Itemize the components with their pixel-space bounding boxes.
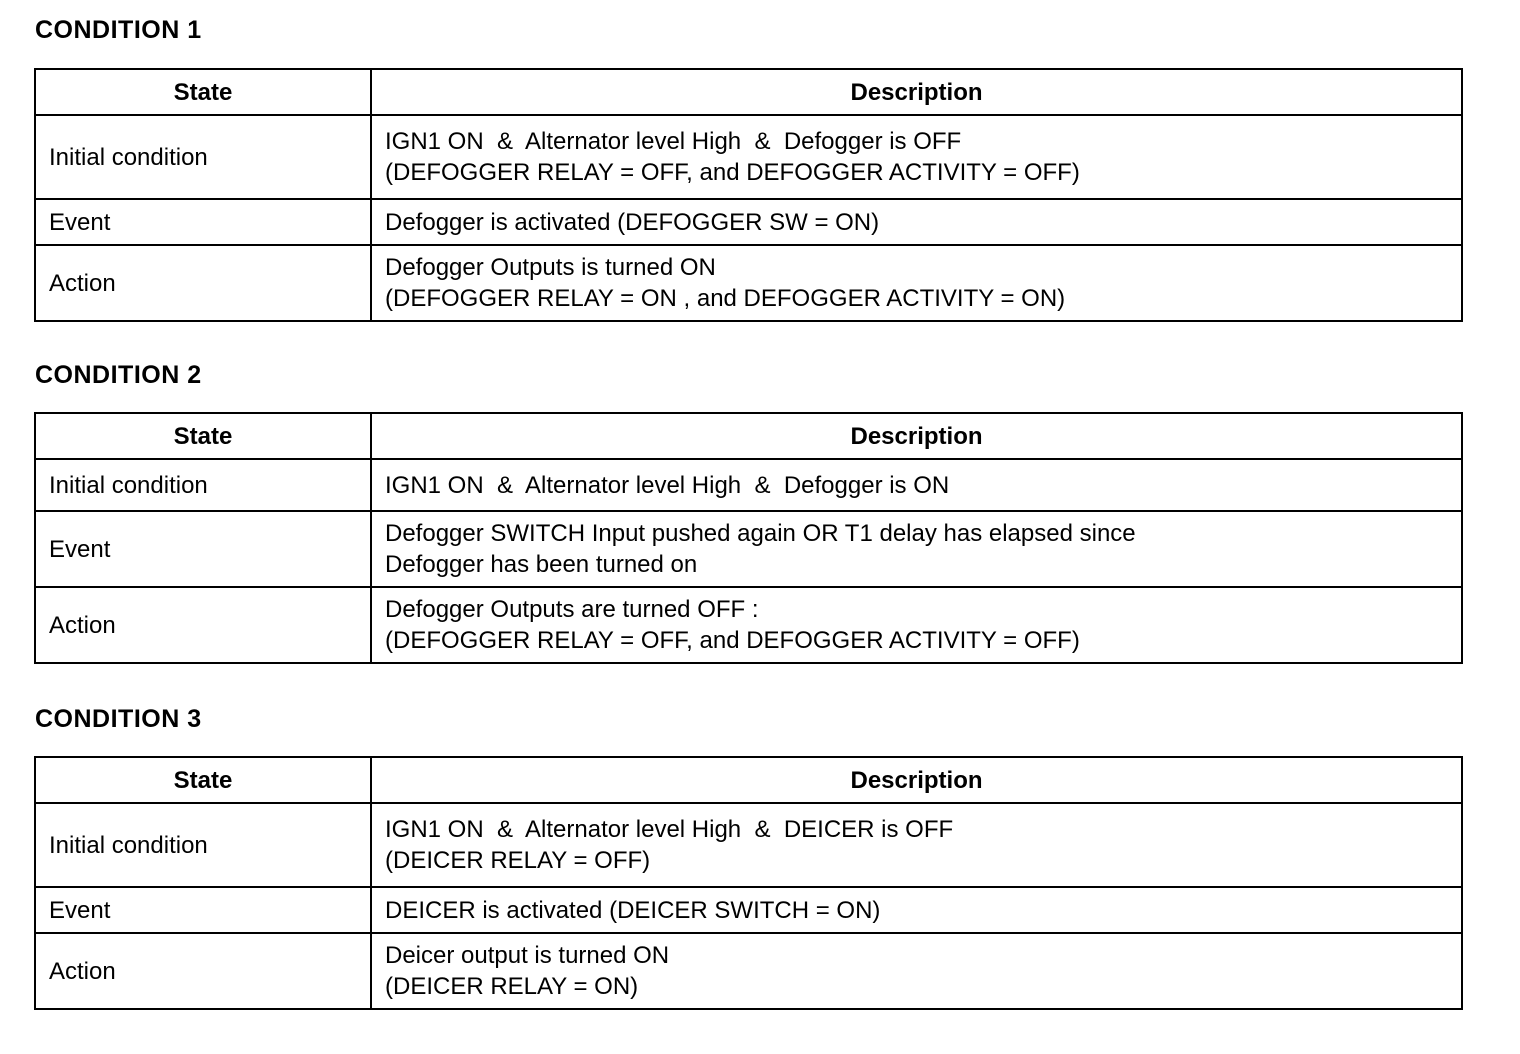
- description-line: (DEFOGGER RELAY = OFF, and DEFOGGER ACTIVITY = OFF): [385, 159, 1080, 186]
- condition-1-table: [34, 68, 1463, 322]
- description-cell: [371, 587, 1462, 663]
- description-cell: [371, 887, 1462, 933]
- description-line: IGN1 ON & Alternator level High & Defogger is ON: [385, 471, 950, 499]
- table-row: [35, 511, 1462, 587]
- description-line: Defogger Outputs are turned OFF :: [385, 596, 759, 623]
- description-line: DEICER is activated (DEICER SWITCH = ON): [385, 896, 881, 924]
- description-cell: [371, 803, 1462, 887]
- description-line: IGN1 ON & Alternator level High & Defogger is OFF: [385, 128, 962, 155]
- state-column-header: State: [35, 69, 371, 115]
- state-cell: Initial condition: [35, 803, 371, 887]
- state-cell: Action: [35, 933, 371, 1009]
- state-column-header: State: [35, 757, 371, 803]
- description-line: Defogger has been turned on: [385, 551, 698, 578]
- description-column-header: Description: [371, 69, 1462, 115]
- description-line: (DEFOGGER RELAY = ON , and DEFOGGER ACTIVITY = ON): [385, 285, 1066, 312]
- description-line: Defogger SWITCH Input pushed again OR T1 delay has elapsed since: [385, 520, 1136, 547]
- table-header-row: [35, 757, 1462, 803]
- table-row: [35, 887, 1462, 933]
- table-row: [35, 933, 1462, 1009]
- state-cell: Initial condition: [35, 115, 371, 199]
- description-column-header: Description: [371, 413, 1462, 459]
- description-line: Defogger is activated (DEFOGGER SW = ON): [385, 208, 880, 236]
- description-column-header: Description: [371, 757, 1462, 803]
- condition-1-title: CONDITION 1: [35, 16, 202, 44]
- state-cell: Action: [35, 587, 371, 663]
- table-row: [35, 245, 1462, 321]
- table-row: [35, 803, 1462, 887]
- condition-3-title: CONDITION 3: [35, 705, 202, 733]
- description-line: (DEICER RELAY = ON): [385, 973, 639, 1000]
- description-cell: [371, 199, 1462, 245]
- table-row: [35, 587, 1462, 663]
- state-cell: Event: [35, 199, 371, 245]
- description-cell: [371, 245, 1462, 321]
- description-cell: [371, 511, 1462, 587]
- description-cell: [371, 933, 1462, 1009]
- condition-2-table: [34, 412, 1463, 664]
- table-header-row: [35, 69, 1462, 115]
- state-cell: Event: [35, 511, 371, 587]
- state-cell: Action: [35, 245, 371, 321]
- state-cell: Event: [35, 887, 371, 933]
- description-line: Defogger Outputs is turned ON: [385, 254, 716, 281]
- description-line: (DEFOGGER RELAY = OFF, and DEFOGGER ACTIVITY = OFF): [385, 627, 1080, 654]
- state-column-header: State: [35, 413, 371, 459]
- condition-3-table: [34, 756, 1463, 1010]
- table-row: [35, 199, 1462, 245]
- condition-2-title: CONDITION 2: [35, 361, 202, 389]
- description-line: (DEICER RELAY = OFF): [385, 847, 651, 874]
- table-row: [35, 115, 1462, 199]
- description-cell: [371, 459, 1462, 511]
- state-cell: Initial condition: [35, 459, 371, 511]
- table-header-row: [35, 413, 1462, 459]
- description-line: IGN1 ON & Alternator level High & DEICER is OFF: [385, 816, 954, 843]
- description-line: Deicer output is turned ON: [385, 942, 670, 969]
- table-row: [35, 459, 1462, 511]
- description-cell: [371, 115, 1462, 199]
